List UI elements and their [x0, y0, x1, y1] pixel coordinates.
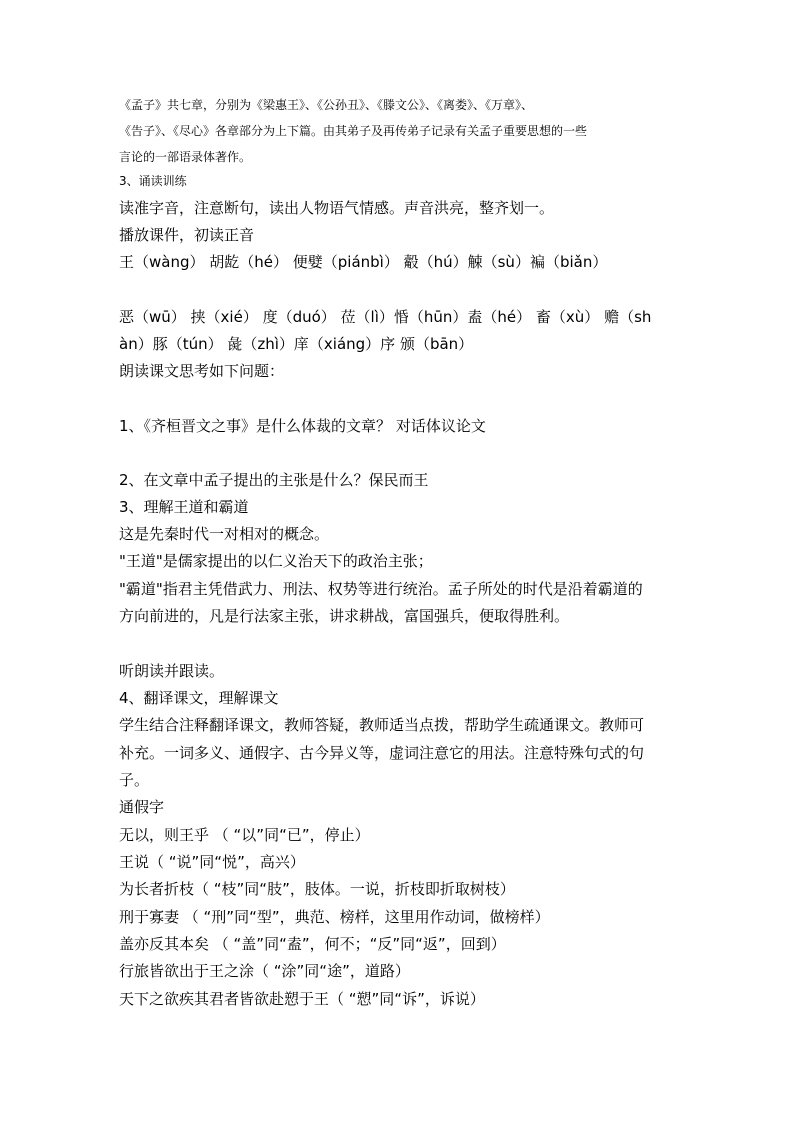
- intro-line-1: 《孟子》共七章，分别为《梁惠王》、《公孙丑》、《滕文公》、《离娄》、《万章》、: [119, 98, 534, 112]
- tongjiazi-item: 天下之欲疾其君者皆欲赴愬于王（ “愬”同“诉”，诉说）: [119, 990, 485, 1008]
- badao-definition-line-2: 方向前进的，凡是行法家主张，讲求耕战，富国强兵，便取得胜利。: [119, 607, 570, 625]
- tongjiazi-item: 刑于寡妻 （ “刑”同“型”，典范、榜样，这里用作动词，做榜样）: [119, 908, 550, 926]
- badao-definition-line-1: "霸道"指君主凭借武力、刑法、权势等进行统治。孟子所处的时代是沿着霸道的: [119, 580, 643, 598]
- tongjiazi-item: 行旅皆欲出于王之涂（ “涂”同“途”，道路）: [119, 962, 410, 980]
- wangdao-definition: "王道"是儒家提出的以仁义治天下的政治主张；: [119, 552, 433, 570]
- pronunciation-line-2: 恶（wū） 挟（xié） 度（duó） 莅（lì）惛（hūn）盍（hé） 畜（xù） 赡（sh: [119, 308, 652, 326]
- wangdao-intro: 这是先秦时代一对相对的概念。: [119, 525, 330, 543]
- section-4-line-2: 补充。一词多义、通假字、古今异义等，虚词注意它的用法。注意特殊句式的句: [119, 744, 645, 762]
- intro-line-3: 言论的一部语录体著作。: [119, 150, 252, 164]
- question-1: 1、《齐桓晋文之事》是什么体裁的文章？ 对话体议论文: [119, 417, 486, 435]
- questions-intro: 朗读课文思考如下问题：: [119, 362, 285, 380]
- tongjiazi-heading: 通假字: [119, 798, 165, 816]
- section-4-line-3: 子。: [119, 771, 150, 789]
- courseware-note: 播放课件，初读正音: [119, 226, 255, 244]
- tongjiazi-item: 王说（ “说”同“悦”，高兴）: [119, 853, 305, 871]
- intro-line-2: 《告子》、《尽心》各章部分为上下篇。由其弟子及再传弟子记录有关孟子重要思想的一些: [119, 124, 588, 138]
- question-2: 2、在文章中孟子提出的主张是什么？保民而王: [119, 471, 429, 489]
- section-4-heading: 4、翻译课文，理解课文: [119, 689, 279, 707]
- section-4-line-1: 学生结合注释翻译课文，教师答疑，教师适当点拨，帮助学生疏通课文。教师可: [119, 716, 645, 734]
- reading-requirement: 读准字音，注意断句，读出人物语气情感。声音洪亮，整齐划一。: [119, 199, 555, 217]
- listen-note: 听朗读并跟读。: [119, 662, 225, 680]
- question-3-heading: 3、理解王道和霸道: [119, 498, 249, 516]
- tongjiazi-item: 为长者折枝（ “枝”同“肢”，肢体。一说，折枝即折取树枝）: [119, 880, 515, 898]
- pronunciation-line-3: àn）豚（tún） 彘（zhì）庠（xiáng）序 颁（bān）: [119, 335, 474, 353]
- section-3-heading: 3、诵读训练: [119, 174, 187, 188]
- tongjiazi-item: 无以，则王乎 （ “以”同“已”，停止）: [119, 826, 370, 844]
- pronunciation-line-1: 王（wàng） 胡龁（hé） 便嬖（piánbì） 觳（hú）觫（sù）褊（biǎn）: [119, 253, 608, 271]
- tongjiazi-item: 盖亦反其本矣 （ “盖”同“盍”，何不；“反”同“返”，回到）: [119, 935, 506, 953]
